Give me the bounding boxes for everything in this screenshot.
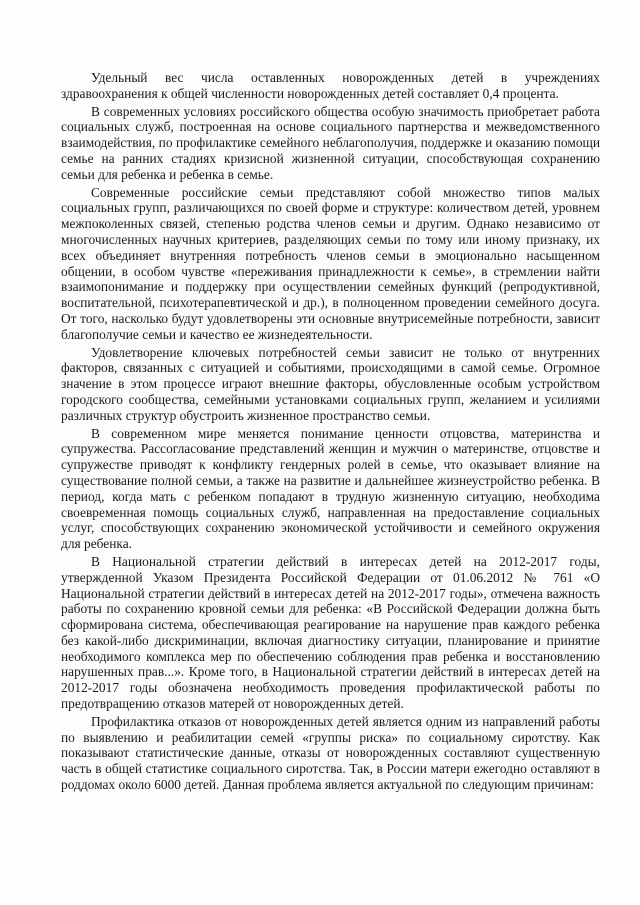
paragraph-1: Удельный вес числа оставленных новорожденных детей в учреждениях здравоохранения к общей численности новорожденных детей составляет 0,4 процента. — [61, 70, 600, 101]
paragraph-3: Современные российские семьи представляют собой множество типов малых социальных групп, различающихся по своей форме и структуре: количеством детей, уровнем межпоколенных связей, степенью родства членов семьи и другим. Однако независимо от многочисленных научных критериев, разделяющих семьи по тому или иному признаку, их всех объединяет внутренняя потребность членов семьи в эмоционально насыщенном общении, в особом чувстве «переживания принадлежности к семье», в стремлении найти взаимопонимание и поддержку при осуществлении семейных функций (репродуктивной, воспитательной, психотерапевтической и др.), в полноценном проведении семейного досуга. От того, насколько будут удовлетворены эти основные внутрисемейные потребности, зависит благополучие семьи и качество ее жизнедеятельности. — [61, 184, 600, 342]
paragraph-7: Профилактика отказов от новорожденных детей является одним из направлений работы по выявлению и реабилитации семей «группы риска» по социальному сиротству. Как показывают статистические данные, отказы от новорожденных составляют существенную часть в общей статистике социального сиротства. Так, в России матери ежегодно оставляют в роддомах около 6000 детей. Данная проблема является актуальной по следующим причинам: — [61, 713, 600, 793]
paragraph-2: В современных условиях российского общества особую значимость приобретает работа социальных служб, построенная на основе социального партнерства и межведомственного взаимодействия, по профилактике семейного неблагополучия, поддержке и оказанию помощи семье на ранних стадиях кризисной жизненной ситуации, способствующая сохранению семьи для ребенка и ребенка в семье. — [61, 103, 600, 182]
paragraph-4: Удовлетворение ключевых потребностей семьи зависит не только от внутренних факторов, связанных с ситуацией и событиями, происходящими в самой семье. Огромное значение в этом процессе играют внешние факторы, обусловленные особым устройством городского сообщества, семейными установками социальных групп, желанием и усилиями различных структур обустроить жизненное пространство семьи. — [61, 344, 600, 423]
paragraph-5: В современном мире меняется понимание ценности отцовства, материнства и супружества. Рассогласование представлений женщин и мужчин о материнстве, отцовстве и супружестве приводят к конфликту гендерных ролей в семье, что оказывает влияние на существование полной семьи, а также на развитие и дальнейшее жизнеустройство ребенка. В период, когда мать с ребенком попадают в трудную жизненную ситуацию, необходима своевременная помощь социальных служб, направленная на предоставление социальных услуг, способствующих сохранению экономической устойчивости и семейного окружения для ребенка. — [61, 425, 600, 552]
document-body — [61, 70, 600, 793]
paragraph-6: В Национальной стратегии действий в интересах детей на 2012-2017 годы, утвержденной Указом Президента Российской Федерации от 01.06.2012 № 761 «О Национальной стратегии действий в интересах детей на 2012-2017 годы», отмечена важность работы по сохранению кровной семьи для ребенка: «В Российской Федерации должна быть сформирована система, обеспечивающая реагирование на нарушение прав каждого ребенка без какой-либо дискриминации, включая диагностику ситуации, планирование и принятие необходимого комплекса мер по обеспечению соблюдения прав ребенка и восстановлению нарушенных прав...». Кроме того, в Национальной стратегии действий в интересах детей на 2012-2017 годы обозначена необходимость проведения профилактической работы по предотвращению отказов матерей от новорожденных детей. — [61, 553, 600, 712]
